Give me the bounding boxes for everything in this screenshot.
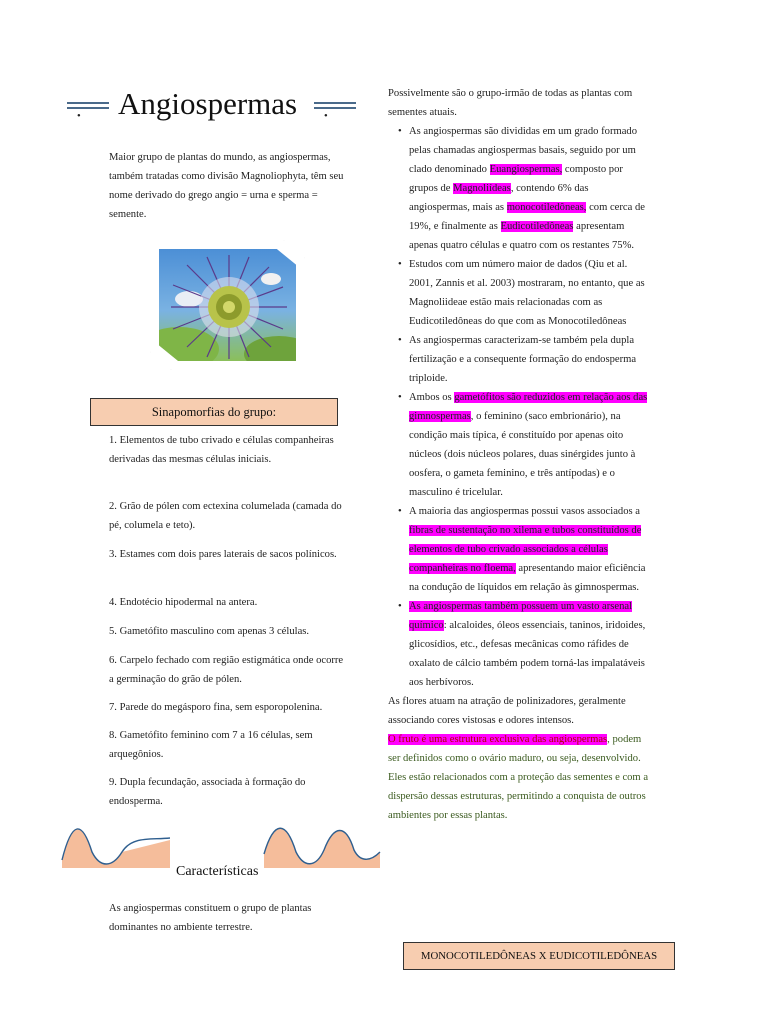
highlight-arsenal-quimico: As angiospermas também possuem um vasto arsenal químico bbox=[409, 601, 633, 631]
highlight-euangiospermas: Euangiospermas, bbox=[489, 164, 563, 175]
bullet-item bbox=[388, 502, 650, 597]
flower-photo bbox=[159, 249, 296, 361]
flower-photo-frame bbox=[150, 240, 305, 370]
text-span: com cerca de 19%, e finalmente as bbox=[409, 202, 645, 232]
sinapomorfias-header: Sinapomorfias do grupo: bbox=[90, 398, 338, 426]
highlight-fruto: O fruto é uma estrutura exclusiva das angiospermas bbox=[388, 734, 608, 745]
text-span: apresentando maior eficiência na condução de líquidos em relação às gimnospermas. bbox=[409, 563, 646, 593]
sinapomorfia-item: 6. Carpelo fechado com região estigmática onde ocorre a germinação do grão de pólen. bbox=[109, 655, 344, 685]
sinapomorfia-item: 2. Grão de pólen com ectexina columelada (camada do pé, columela e teto). bbox=[109, 501, 342, 531]
caracteristicas-paragraph: As angiospermas constituem o grupo de plantas dominantes no ambiente terrestre. bbox=[109, 903, 312, 933]
intro-paragraph: Maior grupo de plantas do mundo, as angiospermas, também tratadas como divisão Magnoliophyta, têm seu nome derivado do grego angio = urna e sperma = semente. bbox=[109, 152, 344, 220]
intro-right-paragraph: Possivelmente são o grupo-irmão de todas as plantas com sementes atuais. bbox=[388, 88, 633, 118]
text-span: , o feminino (saco embrionário), na condição mais típica, é constituído por apenas oito núcleos (dois núcleos polares, duas sinérgides junto à oosfera, o gameta feminino, e três antípodas) e o masculino é tricelular. bbox=[409, 411, 636, 498]
right-column bbox=[388, 84, 650, 825]
title-decoration-left bbox=[67, 101, 109, 110]
wave-decoration-right bbox=[262, 812, 382, 868]
passion-flower-image bbox=[159, 249, 296, 361]
highlight-gametofitos: gametófitos são reduzidos em relação aos das gimnospermas bbox=[409, 392, 648, 422]
text-span: , podem ser definidos como o ovário maduro, ou seja, desenvolvido. bbox=[388, 734, 642, 764]
sinapomorfia-item: 4. Endotécio hipodermal na antera. bbox=[109, 597, 258, 608]
text-span: composto por grupos de bbox=[409, 164, 623, 194]
text-span: apresentam apenas quatro células e quatro com os restantes 75%. bbox=[409, 221, 635, 251]
text-span: Eles estão relacionados com a proteção das sementes e com a dispersão dessas estruturas, permitindo a conquista de outros ambientes por essas plantas. bbox=[388, 772, 649, 821]
mono-eudico-header: MONOCOTILEDÔNEAS X EUDICOTILEDÔNEAS bbox=[403, 942, 675, 970]
text-span: A maioria das angiospermas possui vasos associados a bbox=[409, 506, 640, 517]
caracteristicas-heading: Características bbox=[176, 864, 259, 879]
fruto-paragraph bbox=[388, 730, 650, 825]
text-span: Ambos os bbox=[409, 392, 455, 403]
page-title: Angiospermas bbox=[118, 86, 298, 121]
sinapomorfia-item: 7. Parede do megásporo fina, sem esporopolenina. bbox=[109, 702, 323, 713]
flores-paragraph: As flores atuam na atração de polinizadores, geralmente associando cores vistosas e odores intensos. bbox=[388, 696, 626, 726]
bullet-item bbox=[388, 597, 650, 692]
highlight-fibras: fibras de sustentação no xilema e tubos constituídos de elementos de tubo crivado associados a células companheiras no floema, bbox=[409, 525, 642, 574]
wave-decoration-left bbox=[60, 812, 170, 868]
highlight-eudicotiledoneas: Eudicotiledôneas bbox=[500, 221, 574, 232]
bullet-item: • As angiospermas caracterizam-se também pela dupla fertilização e a consequente formação do endosperma triploide. bbox=[388, 331, 650, 388]
sinapomorfia-item: 9. Dupla fecundação, associada à formação do endosperma. bbox=[109, 777, 306, 807]
bullet-item bbox=[388, 122, 650, 255]
title-decoration-right bbox=[314, 101, 356, 110]
sinapomorfia-item: 3. Estames com dois pares laterais de sacos polínicos. bbox=[109, 549, 337, 560]
text-span: : alcaloides, óleos essenciais, taninos, iridoides, glicosídios, etc., defesas mecânicas como ráfides de oxalato de cálcio também podem torná-las impalatáveis aos herbívoros. bbox=[409, 620, 646, 688]
sinapomorfia-item: 8. Gametófito feminino com 7 a 16 células, sem arquegônios. bbox=[109, 730, 313, 760]
highlight-magnoliideas: Magnoliídeas bbox=[453, 183, 511, 194]
text-span: As angiospermas são divididas em um grado formado pelas chamadas angiospermas basais, seguido por um clado denominado bbox=[409, 126, 638, 175]
sinapomorfia-item: 1. Elementos de tubo crivado e células companheiras derivadas das mesmas células iniciais. bbox=[109, 435, 334, 465]
bullet-item: • Estudos com um número maior de dados (Qiu et al. 2001, Zannis et al. 2003) mostraram, no entanto, que as Magnoliideae estão mais relacionadas com as Eudicotiledôneas do que com as Monocotiledôneas bbox=[388, 255, 650, 331]
text-span: , contendo 6% das angiospermas, mais as bbox=[409, 183, 589, 213]
bullet-item bbox=[388, 388, 650, 502]
highlight-monocotiledoneas: monocotiledôneas, bbox=[506, 202, 587, 213]
sinapomorfia-item: 5. Gametófito masculino com apenas 3 células. bbox=[109, 626, 310, 637]
